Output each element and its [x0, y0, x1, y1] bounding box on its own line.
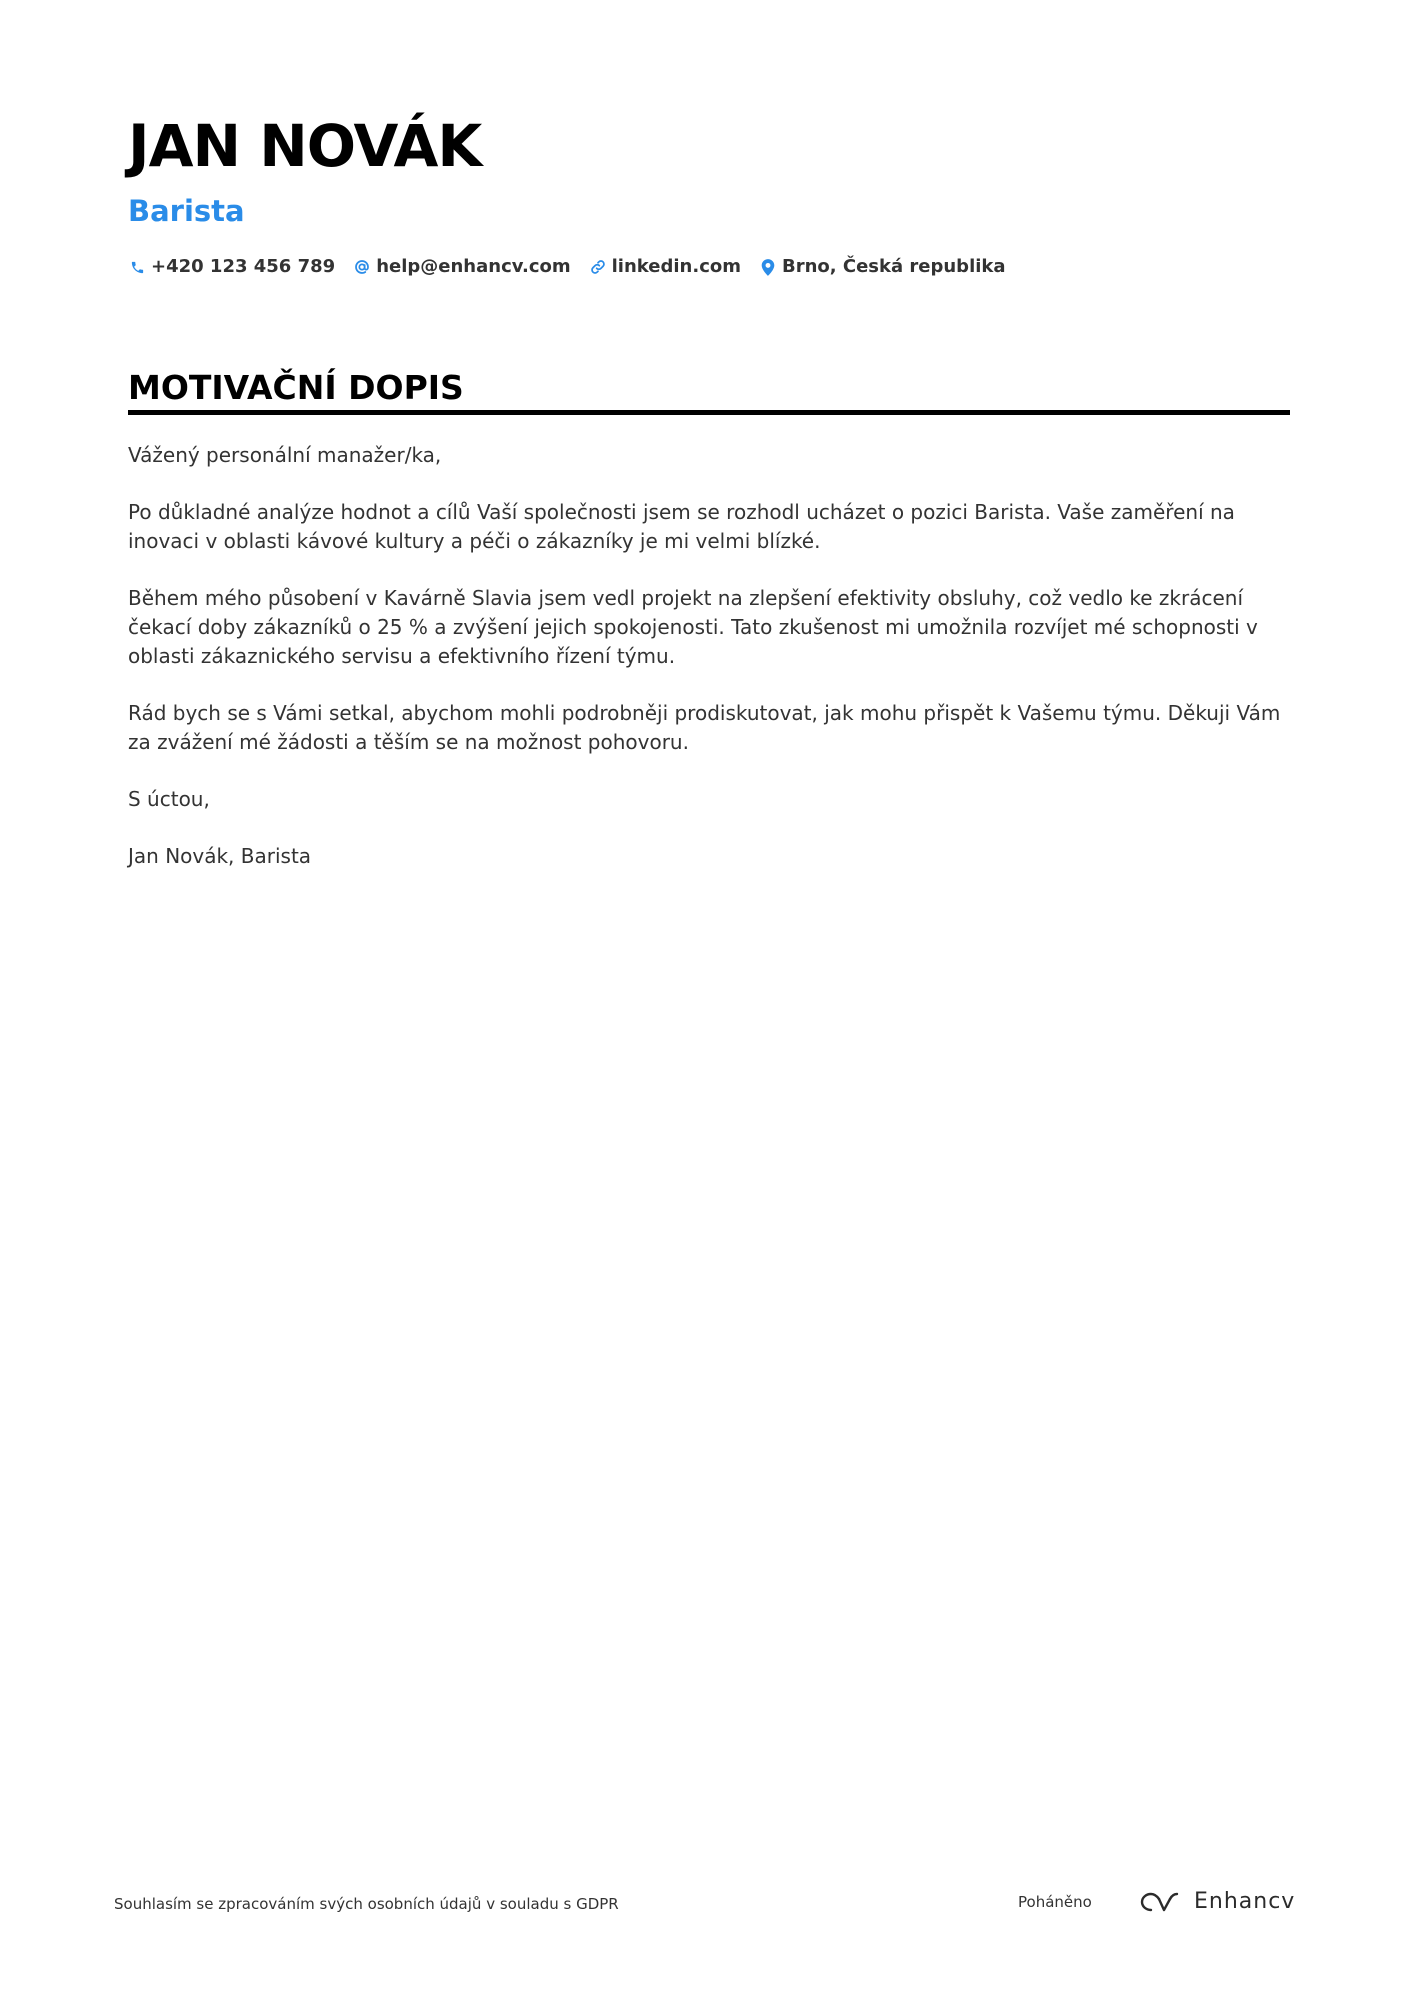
letter-closing: S úctou,: [128, 787, 210, 811]
phone-number: +420 123 456 789: [151, 256, 336, 277]
phone-icon: [128, 257, 146, 277]
letter-paragraph: Po důkladné analýze hodnot a cílů Vaší společnosti jsem se rozhodl ucházet o pozici Barista. Vaše zaměření na inovaci v oblasti kávové kultury a péči o zákazníky je mi velmi blízké.: [128, 500, 1235, 553]
contact-phone: [128, 254, 335, 280]
link-icon: [589, 257, 607, 277]
letter-body: [128, 441, 1290, 899]
applicant-position: Barista: [128, 194, 245, 228]
linkedin-url: linkedin.com: [611, 256, 741, 277]
contact-linkedin: [589, 254, 741, 280]
location-text: Brno, Česká republika: [782, 256, 1006, 277]
gdpr-consent-text: Souhlasím se zpracováním svých osobních údajů v souladu s GDPR: [114, 1895, 619, 1913]
applicant-name: JAN NOVÁK: [128, 112, 482, 180]
section-divider: [128, 410, 1290, 415]
letter-salutation: Vážený personální manažer/ka,: [128, 443, 442, 467]
powered-by-label: Poháněno: [1018, 1893, 1092, 1911]
enhancv-logo[interactable]: [1138, 1888, 1295, 1916]
at-icon: [353, 257, 371, 277]
letter-paragraph: Během mého působení v Kavárně Slavia jsem vedl projekt na zlepšení efektivity obsluhy, což vedlo ke zkrácení čekací doby zákazníků o 25 % a zvýšení jejich spokojenosti. Tato zkušenost mi umožnila rozvíjet mé schopnosti v oblasti zákaznického servisu a efektivního řízení týmu.: [128, 586, 1258, 668]
contact-info-row: [128, 254, 1024, 280]
section-title: MOTIVAČNÍ DOPIS: [128, 368, 464, 407]
email-address: help@enhancv.com: [376, 256, 571, 277]
enhancv-logo-icon: [1138, 1889, 1184, 1915]
letter-signature: Jan Novák, Barista: [128, 844, 312, 868]
letter-paragraph: Rád bych se s Vámi setkal, abychom mohli podrobněji prodiskutovat, jak mohu přispět k Vašemu týmu. Děkuji Vám za zvážení mé žádosti a těším se na možnost pohovoru.: [128, 701, 1281, 754]
contact-email: [353, 254, 570, 280]
location-pin-icon: [759, 257, 777, 277]
contact-location: [759, 254, 1006, 280]
enhancv-logo-text: Enhancv: [1194, 1889, 1296, 1914]
